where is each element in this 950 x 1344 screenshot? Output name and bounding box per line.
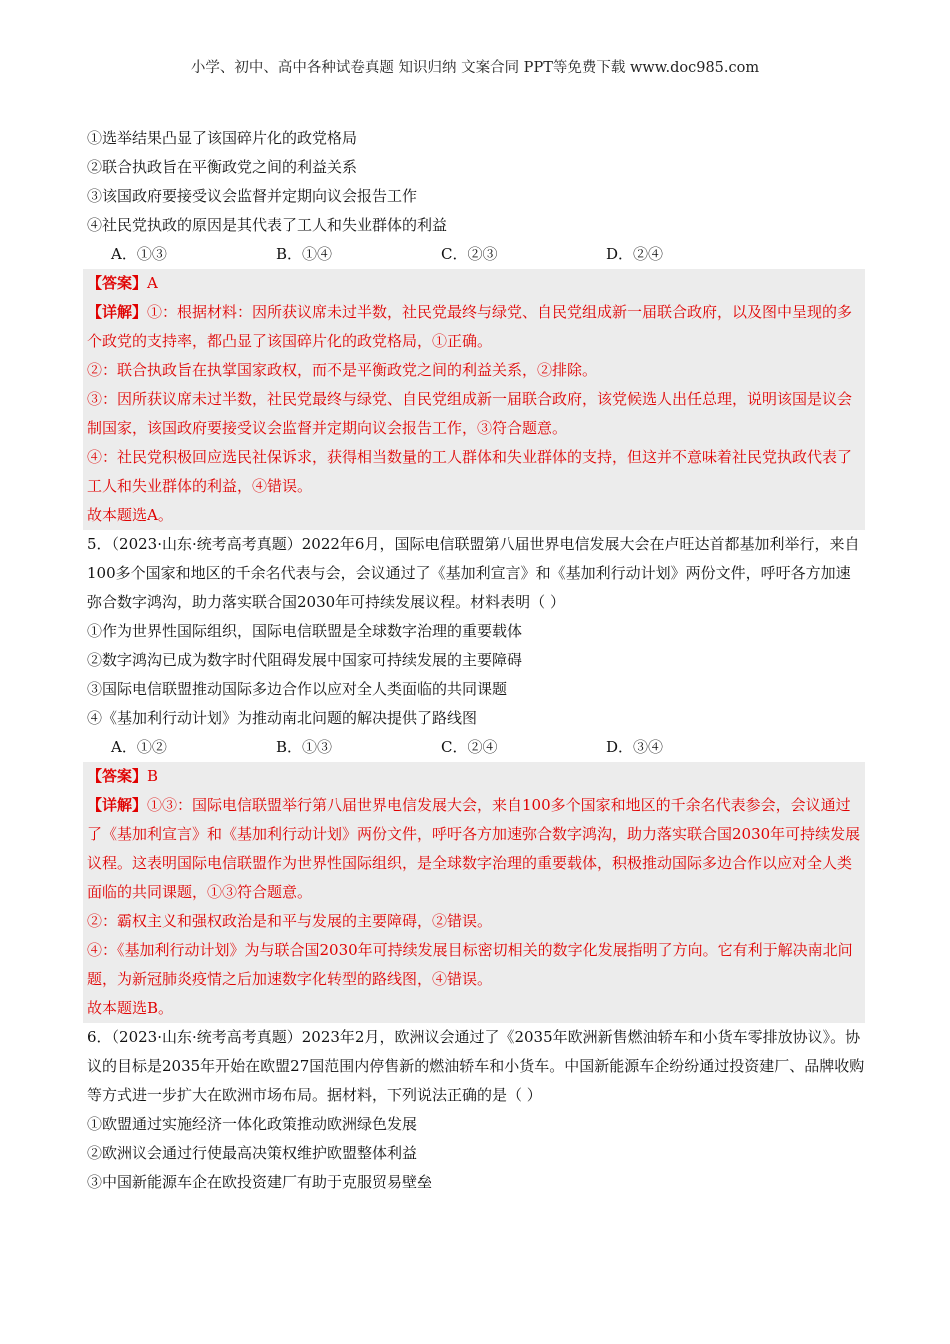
q5-options	[87, 733, 865, 762]
q4-statement: ②联合执政旨在平衡政党之间的利益关系	[87, 158, 358, 176]
q5-stem: 5．（2023·山东·统考高考真题）2022年6月，国际电信联盟第八届世界电信发展大会在卢旺达首都基加利举行，来自100多个国家和地区的千余名代表与会，会议通过了《基加利宣言》和《基加利行动计划》两份文件，呼吁各方加速弥合数字鸿沟，助力落实联合国2030年可持续发展议程。材料表明（ ）	[87, 535, 860, 611]
q5-statement: ③国际电信联盟推动国际多边合作以应对全人类面临的共同课题	[87, 680, 508, 698]
q5-option-c: C．②④	[441, 738, 498, 756]
q5-statement: ②数字鸿沟已成为数字时代阻碍发展中国家可持续发展的主要障碍	[87, 651, 523, 669]
q5-conclusion: 故本题选B。	[87, 999, 174, 1017]
q5-detail-line	[87, 791, 861, 907]
q5-option-a: A．①②	[111, 738, 167, 756]
q4-statement: ④社民党执政的原因是其代表了工人和失业群体的利益	[87, 216, 448, 234]
q5-detail-text: ②：霸权主义和强权政治是和平与发展的主要障碍，②错误。	[87, 912, 493, 930]
q4-answer-line	[87, 269, 861, 298]
q5-answer-value: B	[147, 767, 159, 785]
q4-option-d: D．②④	[606, 245, 664, 263]
q4-option-b: B．①④	[276, 245, 333, 263]
q4-statement: ①选举结果凸显了该国碎片化的政党格局	[87, 129, 358, 147]
q4-detail-line	[87, 298, 861, 356]
q6-statement: ①欧盟通过实施经济一体化政策推动欧洲绿色发展	[87, 1115, 418, 1133]
q5-detail-text: ①③：国际电信联盟举行第八届世界电信发展大会，来自100多个国家和地区的千余名代表参会，会议通过了《基加利宣言》和《基加利行动计划》两份文件，呼吁各方加速弥合数字鸿沟，助力落实联合国2030年可持续发展议程。这表明国际电信联盟作为世界性国际组织，是全球数字治理的重要载体，积极推动国际多边合作以应对全人类面临的共同课题，①③符合题意。	[87, 796, 861, 901]
q4-answer-box	[83, 269, 865, 530]
q4-detail-label: 【详解】	[87, 303, 148, 321]
page-header: 小学、初中、高中各种试卷真题 知识归纳 文案合同 PPT等免费下载 www.doc985.com	[190, 60, 760, 76]
q4-options	[87, 240, 865, 269]
q4-detail-text: ②：联合执政旨在执掌国家政权，而不是平衡政党之间的利益关系，②排除。	[87, 361, 598, 379]
q4-detail-text: ③：因所获议席未过半数，社民党最终与绿党、自民党组成新一届联合政府，该党候选人出任总理，说明该国是议会制国家，该国政府要接受议会监督并定期向议会报告工作，③符合题意。	[87, 390, 853, 437]
q5-detail-label: 【详解】	[87, 796, 148, 814]
q5-option-b: B．①③	[276, 738, 333, 756]
q4-option-c: C．②③	[441, 245, 498, 263]
q5-statement: ④《基加利行动计划》为推动南北问题的解决提供了路线图	[87, 709, 478, 727]
q4-detail-text: ④：社民党积极回应选民社保诉求，获得相当数量的工人群体和失业群体的支持，但这并不意味着社民党执政代表了工人和失业群体的利益，④错误。	[87, 448, 853, 495]
document-body	[87, 124, 865, 1197]
q5-option-d: D．③④	[606, 738, 664, 756]
q4-answer-label: 【答案】	[87, 274, 148, 292]
q4-statement: ③该国政府要接受议会监督并定期向议会报告工作	[87, 187, 418, 205]
q5-statement: ①作为世界性国际组织，国际电信联盟是全球数字治理的重要载体	[87, 622, 523, 640]
q5-answer-line	[87, 762, 861, 791]
q5-detail-text: ④：《基加利行动计划》为与联合国2030年可持续发展目标密切相关的数字化发展指明了方向。它有利于解决南北问题，为新冠肺炎疫情之后加速数字化转型的路线图，④错误。	[87, 941, 853, 988]
q4-option-a: A．①③	[111, 245, 167, 263]
q4-conclusion: 故本题选A。	[87, 506, 173, 524]
q5-answer-label: 【答案】	[87, 767, 148, 785]
q4-detail-text: ①：根据材料：因所获议席未过半数，社民党最终与绿党、自民党组成新一届联合政府，以及图中呈现的多个政党的支持率，都凸显了该国碎片化的政党格局，①正确。	[87, 303, 853, 350]
q6-statement: ③中国新能源车企在欧投资建厂有助于克服贸易壁垒	[87, 1173, 433, 1191]
q6-stem: 6．（2023·山东·统考高考真题）2023年2月，欧洲议会通过了《2035年欧洲新售燃油轿车和小货车零排放协议》。协议的目标是2035年开始在欧盟27国范围内停售新的燃油轿车和小货车。中国新能源车企纷纷通过投资建厂、品牌收购等方式进一步扩大在欧洲市场布局。据材料，下列说法正确的是（ ）	[87, 1028, 865, 1104]
q5-answer-box	[83, 762, 865, 1023]
q6-statement: ②欧洲议会通过行使最高决策权维护欧盟整体利益	[87, 1144, 418, 1162]
q4-answer-value: A	[147, 274, 158, 292]
